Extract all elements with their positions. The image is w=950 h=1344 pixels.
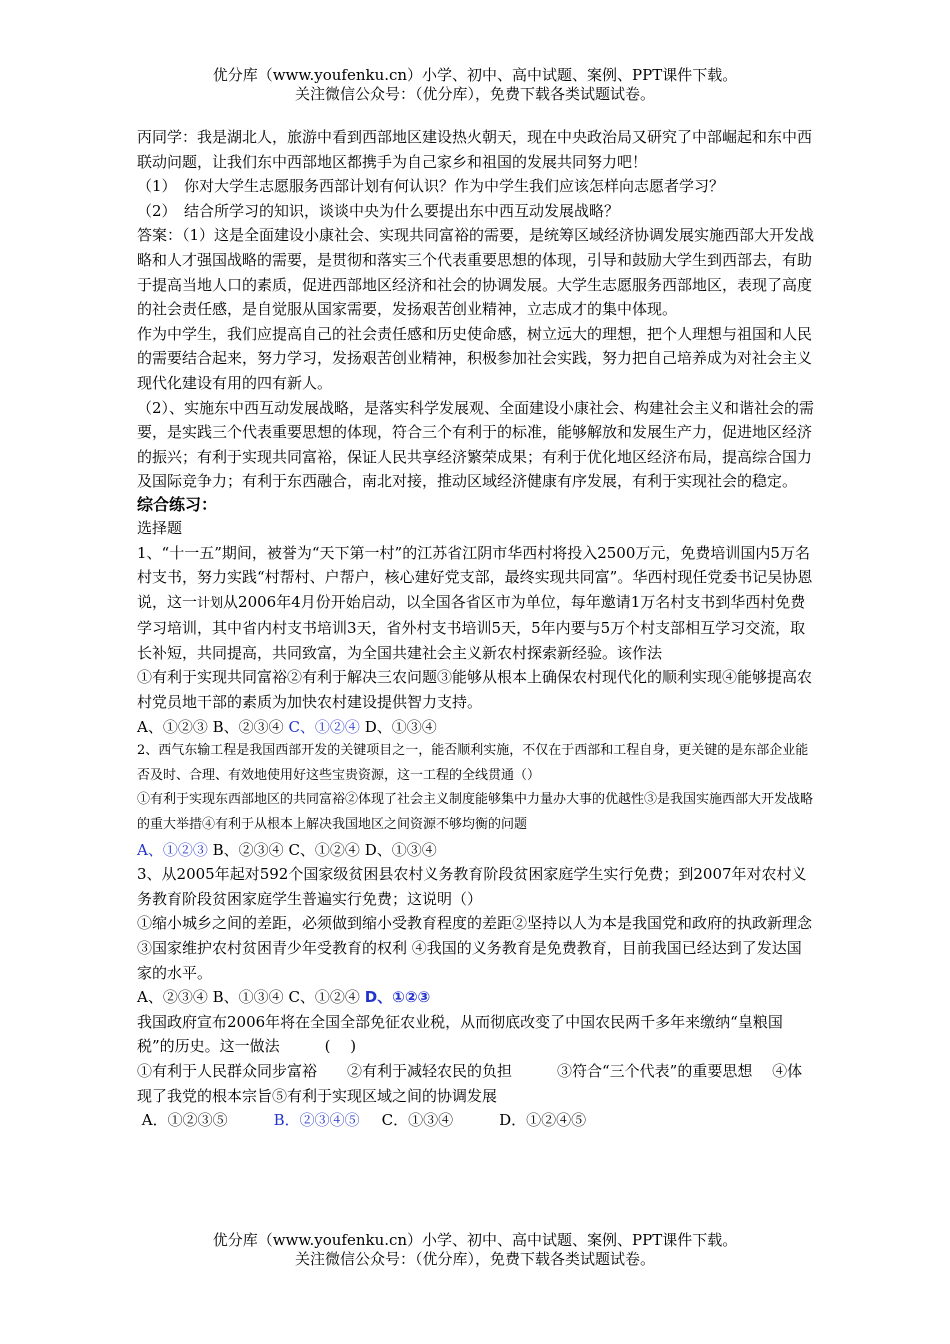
q1-option-c: C、①②④ [288, 717, 360, 736]
q4-option-d: D．①②④⑤ [499, 1111, 587, 1130]
question-2-items: ①有利于实现东西部地区的共同富裕②体现了社会主义制度能够集中力量办大事的优越性③是我国实施西部大开发战略的重大举措④有利于从根本上解决我国地区之间资源不够均衡的问题 [137, 792, 814, 833]
answer-part-2: （2）、实施东中西互动发展战略，是落实科学发展观、全面建设小康社会、构建社会主义和谐社会的需要，是实践三个代表重要思想的体现，符合三个有利于的标准，能够解放和发展生产力，促进地区经济的振兴；有利于实现共同富裕，保证人民共享经济繁荣成果；有利于优化地区经济布局，提高综合国力及国际竞争力；有利于东西融合，南北对接，推动区域经济健康有序发展，有利于实现社会的稳定。 [137, 398, 815, 491]
q4-option-c: C．①③④ [381, 1111, 454, 1130]
header-line-2: 关注微信公众号：（优分库），免费下载各类试题试卷。 [294, 85, 655, 103]
document-body [137, 125, 815, 1133]
question-1-stem-b: 从2006年4月份开始启动，以全国各省区市为单位，每年邀请1万名村支书到华西村免费学习培训，其中省内村支书培训3天，省外村支书培训5天，5年内要与5万个村支部相互学习交流，取长补短，共同提高，共同致富，为全国共建社会主义新农村探索新经验。该作法 [137, 592, 806, 662]
question-3-options [137, 985, 815, 1010]
q3-option-d: D、①②③ [364, 988, 431, 1007]
question-4-stem: 我国政府宣布2006年将在全国全部免征农业税，从而彻底改变了中国农民两千多年来缴纳“皇粮国税”的历史。这一做法 ( ) [137, 1012, 783, 1056]
q3-option-a: A、②③④ [137, 988, 208, 1007]
question-1-items: ①有利于实现共同富裕②有利于解决三农问题③能够从根本上确保农村现代化的顺利实现④能够提高农村党员地干部的素质为加快农村建设提供智力支持。 [137, 668, 813, 712]
intro-question-2: （2） 结合所学习的知识，谈谈中央为什么要提出东中西互动发展战略？ [137, 201, 620, 220]
header-line-1: 优分库（www.youfenku.cn）小学、初中、高中试题、案例、PPT课件下载。 [212, 66, 738, 84]
question-1-stem [137, 541, 815, 666]
answer-part-1: 答案：（1）这是全面建设小康社会、实现共同富裕的需要，是统筹区域经济协调发展实施西部大开发战略和人才强国战略的需要，是贯彻和落实三个代表重要思想的体现，引导和鼓励大学生到西部去，有助于提高当地人口的素质，促进西部地区经济和社会的协调发展。大学生志愿服务西部地区，表现了高度的社会责任感，是自觉服从国家需要，发扬艰苦创业精神，立志成才的集中体现。 [137, 226, 815, 319]
question-4-options [137, 1108, 815, 1133]
page-header [0, 66, 950, 104]
question-3-stem: 3、从2005年起对592个国家级贫困县农村义务教育阶段贫困家庭学生实行免费；到2007年对农村义务教育阶段贫困家庭学生普遍实行免费；这说明（） [137, 865, 807, 908]
answer-part-1b: 作为中学生，我们应提高自己的社会责任感和历史使命感，树立远大的理想，把个人理想与祖国和人民的需要结合起来，努力学习，发扬艰苦创业精神，积极参加社会实践，努力把自己培养成为对社会主义现代化建设有用的四有新人。 [137, 324, 813, 392]
question-type: 选择题 [137, 518, 183, 537]
footer-line-1: 优分库（www.youfenku.cn）小学、初中、高中试题、案例、PPT课件下载。 [212, 1231, 738, 1249]
q1-option-d: D、①③④ [364, 717, 437, 736]
question-3-items: ①缩小城乡之间的差距，必须做到缩小受教育程度的差距②坚持以人为本是我国党和政府的执政新理念③国家维护农村贫困青少年受教育的权利 ④我国的义务教育是免费教育，目前我国已经达到了发达国家的水平。 [137, 914, 813, 982]
question-2-stem: 2、西气东输工程是我国西部开发的关键项目之一，能否顺利实施，不仅在于西部和工程自身，更关键的是东部企业能否及时、合理、有效地使用好这些宝贵资源，这一工程的全线贯通（） [137, 743, 809, 783]
q4-option-b: B．②③④⑤ [273, 1111, 360, 1130]
question-1-stem-a: 1、“十一五”期间，被誉为“天下第一村”的江苏省江阴市华西村将投入2500万元，免费培训国内5万名村支书，努力实践“村帮村、户帮户，核心建好党支部，最终实现共同富”。华西村现任党委书记吴协恩说，这一 [137, 543, 813, 611]
q3-option-c: C、①②④ [288, 988, 360, 1007]
intro-question-1: （1） 你对大学生志愿服务西部计划有何认识？作为中学生我们应该怎样向志愿者学习？ [137, 177, 725, 196]
question-2-options [137, 838, 815, 863]
section-heading: 综合练习： [137, 494, 218, 514]
intro-bing: 丙同学：我是湖北人，旅游中看到西部地区建设热火朝天，现在中央政治局又研究了中部崛起和东中西联动问题，让我们东中西部地区都携手为自己家乡和祖国的发展共同努力吧！ [137, 128, 813, 171]
page-footer [0, 1231, 950, 1269]
question-4-items: ①有利于人民群众同步富裕 ②有利于减轻农民的负担 ③符合“三个代表”的重要思想 ④体现了我党的根本宗旨⑤有利于实现区域之间的协调发展 [137, 1061, 803, 1105]
q2-option-a: A、①②③ [137, 840, 208, 859]
q1-option-b: B、②③④ [212, 717, 284, 736]
question-1-options [137, 715, 815, 740]
question-1-stem-small: 计划 [197, 595, 224, 611]
q1-option-a: A、①②③ [137, 717, 208, 736]
q2-option-b: B、②③④ [212, 840, 284, 859]
footer-line-2: 关注微信公众号：（优分库），免费下载各类试题试卷。 [294, 1250, 655, 1268]
q2-option-d: D、①③④ [364, 840, 437, 859]
q3-option-b: B、①③④ [212, 988, 284, 1007]
q4-option-a: A．①②③⑤ [141, 1111, 228, 1130]
q2-option-c: C、①②④ [288, 840, 360, 859]
